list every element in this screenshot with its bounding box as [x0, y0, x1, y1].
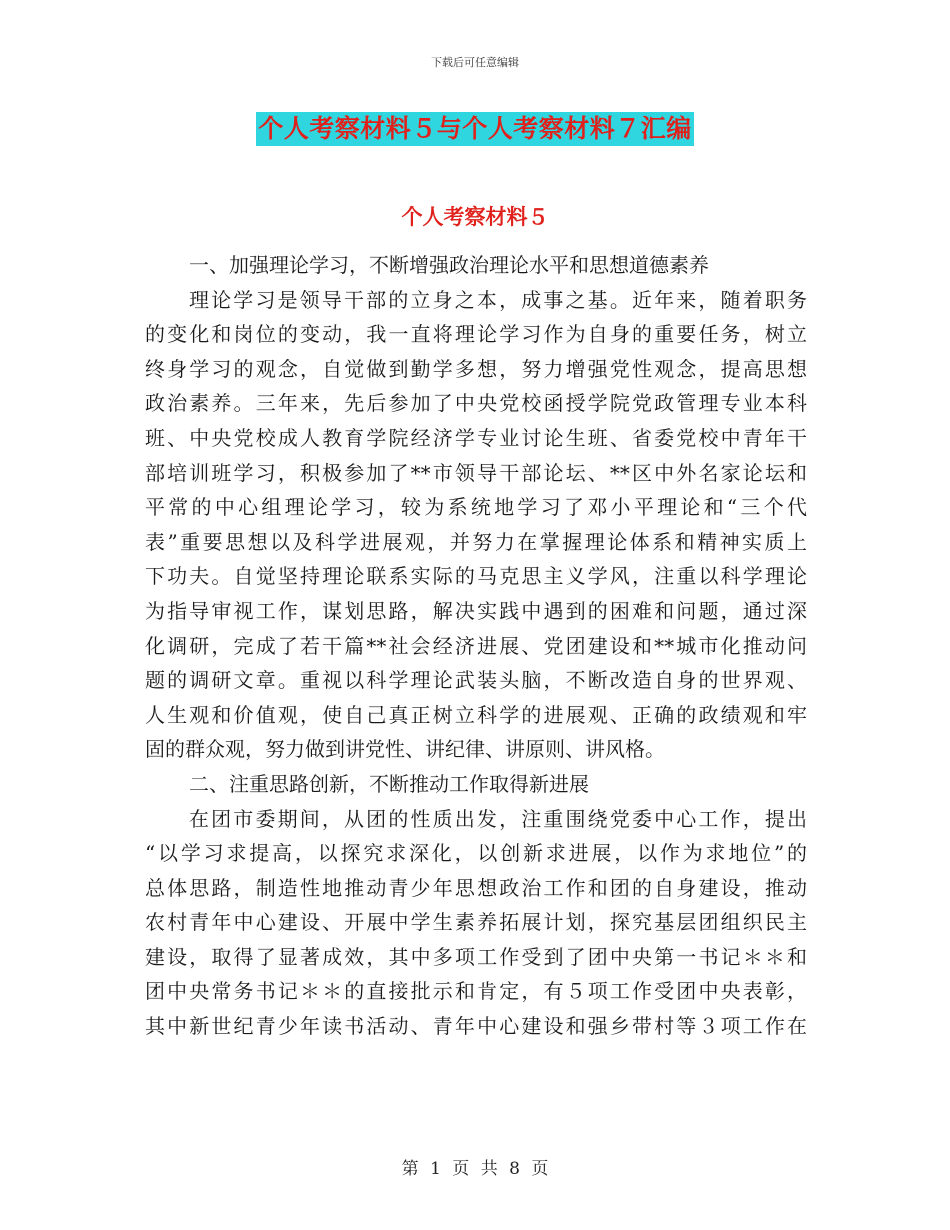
body-line: 表”重要思想以及科学进展观，并努力在掌握理论体系和精神实质上 [145, 529, 807, 554]
section-heading-2: 二、注重思路创新，不断推动工作取得新进展 [189, 771, 589, 796]
body-line: 下功夫。自觉坚持理论联系实际的马克思主义学风，注重以科学理论 [145, 564, 807, 589]
body-line: 政治素养。三年来，先后参加了中央党校函授学院党政管理专业本科 [145, 391, 807, 416]
section-heading-1: 一、加强理论学习，不断增强政治理论水平和思想道德素养 [189, 253, 709, 277]
body-line: 团中央常务书记＊＊的直接批示和肯定，有５项工作受团中央表彰， [145, 979, 807, 1004]
body-line: 农村青年中心建设、开展中学生素养拓展计划，探究基层团组织民主 [145, 910, 807, 935]
body-line: 在团市委期间，从团的性质出发，注重围绕党委中心工作，提出 [189, 806, 807, 831]
body-line: 的变化和岗位的变动，我一直将理论学习作为自身的重要任务，树立 [145, 322, 807, 347]
document-sub-title: 个人考察材料５ [401, 204, 549, 229]
body-line: 建设，取得了显著成效，其中多项工作受到了团中央第一书记＊＊和 [145, 944, 807, 969]
body-line: 为指导审视工作，谋划思路，解决实践中遇到的困难和问题，通过深 [145, 598, 807, 623]
body-line: 班、中央党校成人教育学院经济学专业讨论生班、省委党校中青年干 [145, 425, 807, 450]
body-line: 理论学习是领导干部的立身之本，成事之基。近年来，随着职务 [189, 287, 807, 312]
body-line: 题的调研文章。重视以科学理论武装头脑，不断改造自身的世界观、 [145, 668, 807, 693]
body-line: 部培训班学习，积极参加了**市领导干部论坛、**区中外名家论坛和 [145, 460, 807, 485]
body-line: 终身学习的观念，自觉做到勤学多想，努力增强党性观念，提高思想 [145, 356, 807, 381]
body-line: “以学习求提高，以探究求深化，以创新求进展，以作为求地位”的 [145, 841, 807, 866]
page-number-footer: 第 1 页 共 8 页 [401, 1159, 549, 1179]
main-title-wrapper [0, 112, 950, 146]
body-line: 固的群众观，努力做到讲党性、讲纪律、讲原则、讲风格。 [145, 737, 665, 762]
body-line: 其中新世纪青少年读书活动、青年中心建设和强乡带村等３项工作在 [145, 1014, 807, 1039]
body-line: 化调研，完成了若干篇**社会经济进展、党团建设和**城市化推动问 [145, 633, 807, 658]
body-line: 人生观和价值观，使自己真正树立科学的进展观、正确的政绩观和牢 [145, 702, 807, 727]
body-line: 平常的中心组理论学习，较为系统地学习了邓小平理论和“三个代 [145, 495, 807, 520]
document-main-title: 个人考察材料５与个人考察材料７汇编 [256, 112, 694, 146]
body-line: 总体思路，制造性地推动青少年思想政治工作和团的自身建设，推动 [145, 875, 807, 900]
page-header-note: 下载后可任意编辑 [431, 56, 519, 69]
document-body [145, 248, 807, 1044]
